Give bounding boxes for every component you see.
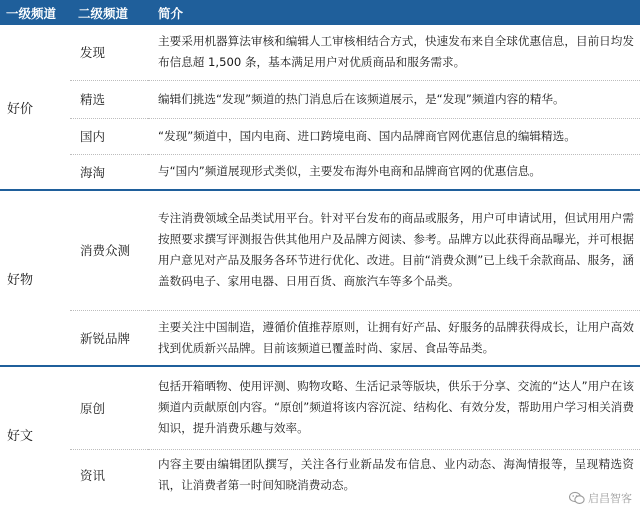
channel-description: 主要关注中国制造，遵循价值推荐原则，让拥有好产品、好服务的品牌获得成长，让用户高效找到优质新兴品牌。目前该频道已覆盖时尚、家居、食品等品类。 [148,310,640,366]
group-haowu: 好物 [0,190,70,366]
channel-name: 资讯 [80,468,106,484]
group-haowen: 好文 [7,428,34,444]
channel-description: “发现”频道中，国内电商、进口跨境电商、国内品牌商官网优惠信息的编辑精选。 [148,118,640,154]
channel-description: 与“国内”频道展现形式类似，主要发布海外电商和品牌商官网的优惠信息。 [148,154,640,190]
watermark [569,490,632,506]
group-haojia: 好价 [0,25,70,190]
channel-name: 国内 [70,118,148,154]
table-row [0,190,640,310]
table-row [0,154,640,190]
watermark-text: 启昌智客 [588,492,632,505]
wechat-icon [569,491,585,505]
channel-name: 海淘 [70,154,148,190]
header-level2: 二级频道 [70,0,148,25]
table-row [0,310,640,366]
table-row [0,25,640,80]
table-row [0,366,640,449]
channel-description: 包括开箱晒物、使用评测、购物攻略、生活记录等版块，供乐于分享、交流的“达人”用户在该频道内贡献原创内容。“原创”频道将该内容沉淀、结构化、有效分发，帮助用户学习相关消费知识，提升消费乐趣与效率。 [148,366,640,449]
channel-description: 专注消费领域全品类试用平台。针对平台发布的商品或服务，用户可申请试用，但试用用户需按照要求撰写评测报告供其他用户及品牌方阅读、参考。品牌方以此获得商品曝光，并可根据用户意见对产品及服务各环节进行优化、改进。目前“消费众测”已上线千余款商品、服务，涵盖数码电子、家用电器、日用百货、商旅汽车等多个品类。 [148,190,640,310]
channel-description: 编辑们挑选“发现”频道的热门消息后在该频道展示，是“发现”频道内容的精华。 [148,80,640,118]
channel-name: 原创 [70,366,148,449]
channel-description: 主要采用机器算法审核和编辑人工审核相结合方式，快速发布来自全球优惠信息，目前日均发布信息超 1,500 条，基本满足用户对优质商品和服务需求。 [148,25,640,80]
table-row [0,449,640,501]
channel-name: 发现 [70,25,148,80]
channel-name: 精选 [70,80,148,118]
header-description: 简介 [148,0,640,25]
channel-name: 新锐品牌 [70,310,148,366]
header-level1: 一级频道 [0,0,70,25]
table-row [0,118,640,154]
channel-description: 内容主要由编辑团队撰写，关注各行业新品发布信息、业内动态、海淘情报等，呈现精选资讯，让消费者第一时间知晓消费动态。 [158,457,634,493]
channel-name: 消费众测 [70,190,148,310]
table-header-row [0,0,640,25]
table-row [0,80,640,118]
